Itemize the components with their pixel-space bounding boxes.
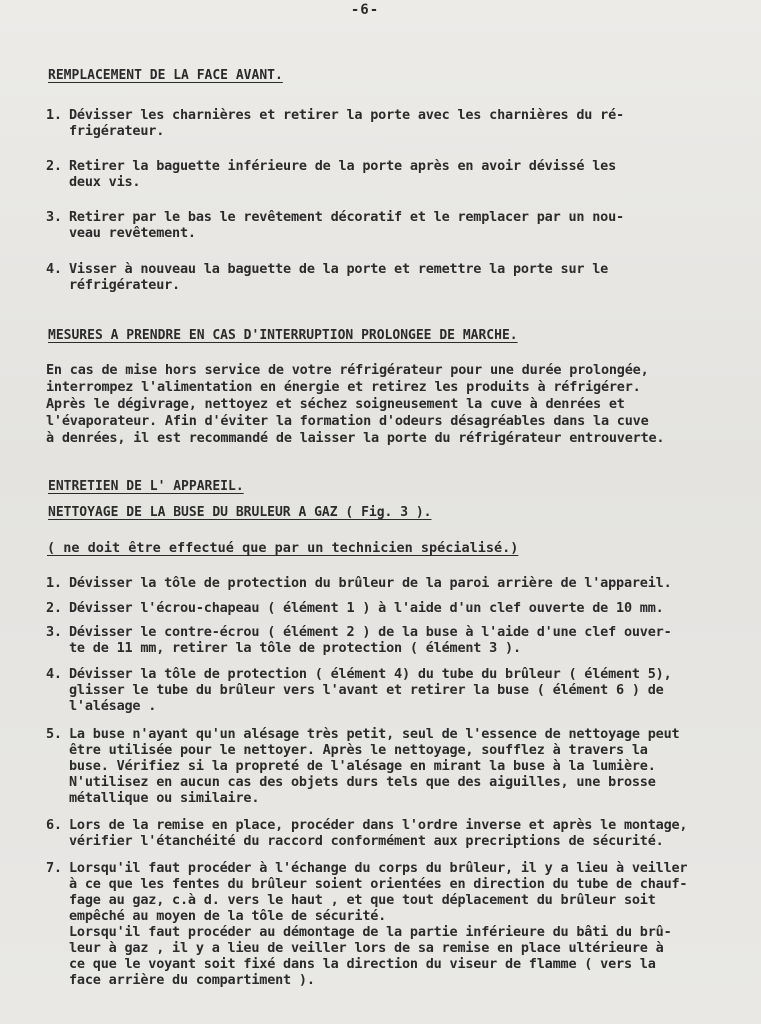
item-line: Visser à nouveau la baguette de la porte et remettre la porte sur le <box>69 261 609 277</box>
paragraph-line: interrompez l'alimentation en énergie et retirez les produits à réfrigérer. <box>46 379 641 395</box>
maintenance-item-7 <box>46 860 736 988</box>
item-line: Retirer la baguette inférieure de la porte après en avoir dévissé les <box>69 158 617 174</box>
maintenance-item-1 <box>46 575 736 591</box>
item-number: 5. <box>46 726 62 742</box>
interruption-paragraph <box>46 362 736 447</box>
item-number: 7. <box>46 860 62 876</box>
heading-replace-front: REMPLACEMENT DE LA FACE AVANT. <box>48 68 283 83</box>
item-line: Dévisser la tôle de protection ( élément 4) du tube du brûleur ( élément 5), <box>69 666 672 682</box>
replace-item-1 <box>46 107 736 139</box>
item-line: Dévisser les charnières et retirer la porte avec les charnières du ré- <box>69 107 624 123</box>
paragraph-line: En cas de mise hors service de votre réfrigérateur pour une durée prolongée, <box>46 362 649 378</box>
item-line: te de 11 mm, retirer la tôle de protection ( élément 3 ). <box>69 640 521 656</box>
item-line: empêché au moyen de la tôle de sécurité. <box>69 908 387 924</box>
replace-item-2 <box>46 158 736 190</box>
heading-maintenance: ENTRETIEN DE L' APPAREIL. <box>48 479 244 494</box>
item-line: buse. Vérifiez si la propreté de l'alésage en mirant la buse à la lumière. <box>69 758 656 774</box>
heading-interruption: MESURES A PRENDRE EN CAS D'INTERRUPTION PROLONGEE DE MARCHE. <box>48 328 518 343</box>
paragraph-line: Après le dégivrage, nettoyez et séchez soigneusement la cuve à denrées et <box>46 396 625 412</box>
item-line: réfrigérateur. <box>69 277 180 293</box>
item-line: Lorsqu'il faut procéder à l'échange du corps du brûleur, il y a lieu à veiller <box>69 860 688 876</box>
item-line: face arrière du compartiment ). <box>69 972 315 988</box>
item-line: Dévisser le contre-écrou ( élément 2 ) de la buse à l'aide d'une clef ouver- <box>69 624 672 640</box>
replace-item-3 <box>46 209 736 241</box>
item-line: Dévisser l'écrou-chapeau ( élément 1 ) à l'aide d'un clef ouverte de 10 mm. <box>69 600 664 616</box>
paragraph-line: à denrées, il est recommandé de laisser la porte du réfrigérateur entrouverte. <box>46 430 665 446</box>
item-number: 4. <box>46 666 62 682</box>
item-line: veau revêtement. <box>69 225 196 241</box>
maintenance-item-6 <box>46 817 736 849</box>
item-number: 3. <box>46 209 62 225</box>
item-line: Lorsqu'il faut procéder au démontage de la partie inférieure du bâti du brû- <box>69 924 672 940</box>
page-number: -6- <box>350 2 380 18</box>
item-line: glisser le tube du brûleur vers l'avant et retirer la buse ( élément 6 ) de <box>69 682 664 698</box>
item-number: 6. <box>46 817 62 833</box>
item-line: l'alésage . <box>69 698 157 714</box>
item-line: frigérateur. <box>69 123 165 139</box>
item-line: métallique ou similaire. <box>69 790 260 806</box>
item-number: 3. <box>46 624 62 640</box>
maintenance-item-2 <box>46 600 736 616</box>
item-line: à ce que les fentes du brûleur soient orientées en direction du tube de chauf- <box>69 876 688 892</box>
item-number: 2. <box>46 158 62 174</box>
item-line: fage au gaz, c.à d. vers le haut , et que tout déplacement du brûleur soit <box>69 892 656 908</box>
item-line: deux vis. <box>69 174 141 190</box>
maintenance-item-3 <box>46 624 736 656</box>
item-line: leur à gaz , il y a lieu de veiller lors de sa remise en place ultérieure à <box>69 940 664 956</box>
subheading-nozzle-cleaning: NETTOYAGE DE LA BUSE DU BRULEUR A GAZ ( Fig. 3 ). <box>48 505 432 520</box>
item-line: N'utilisez en aucun cas des objets durs tels que des aiguilles, une brosse <box>69 774 656 790</box>
paragraph-line: l'évaporateur. Afin d'éviter la formation d'odeurs désagréables dans la cuve <box>46 413 649 429</box>
technician-note: ( ne doit être effectué que par un technicien spécialisé.) <box>47 540 519 556</box>
item-line: vérifier l'étanchéité du raccord conformément aux precriptions de sécurité. <box>69 833 664 849</box>
item-line: La buse n'ayant qu'un alésage très petit, seul de l'essence de nettoyage peut <box>69 726 680 742</box>
item-line: Dévisser la tôle de protection du brûleur de la paroi arrière de l'appareil. <box>69 575 672 591</box>
item-number: 1. <box>46 107 62 123</box>
item-line: être utilisée pour le nettoyer. Après le nettoyage, soufflez à travers la <box>69 742 648 758</box>
maintenance-item-4 <box>46 666 736 714</box>
item-number: 1. <box>46 575 62 591</box>
item-number: 4. <box>46 261 62 277</box>
replace-item-4 <box>46 261 736 293</box>
item-line: Lors de la remise en place, procéder dans l'ordre inverse et après le montage, <box>69 817 688 833</box>
item-line: Retirer par le bas le revêtement décoratif et le remplacer par un nou- <box>69 209 624 225</box>
item-number: 2. <box>46 600 62 616</box>
maintenance-item-5 <box>46 726 736 806</box>
item-line: ce que le voyant soit fixé dans la direction du viseur de flamme ( vers la <box>69 956 656 972</box>
